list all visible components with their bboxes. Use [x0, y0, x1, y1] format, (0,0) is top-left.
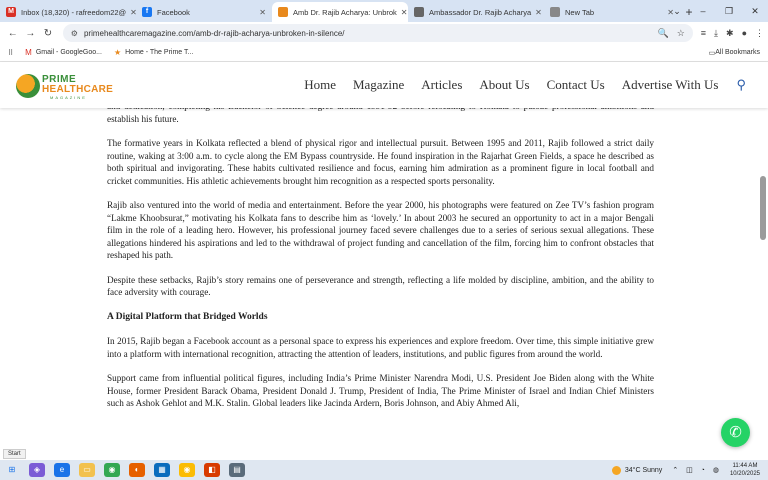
gmail-icon: M [6, 7, 16, 17]
edge-icon[interactable]: e [54, 463, 70, 477]
whatsapp-chat-button[interactable] [721, 418, 750, 447]
office-icon[interactable]: ◧ [204, 463, 220, 477]
nav-about-us[interactable]: About Us [479, 77, 530, 92]
page-scrollbar[interactable] [760, 108, 766, 460]
paragraph: The formative years in Kolkata reflected a blend of physical rigor and intellectual pursuit. Between 1995 and 2011, Rajib followed a strict daily routine, waking at 3:00 a.m. to cycle along the EM Bypass countryside. He found inspiration in the Rajarhat Green Fields, a space he described as both spiritual and invigorating. These habits cultivated resilience and focus, earning him admiration as a prominent figure in local football and cricket communities. His athletic achievements brought him recognition as a respected sports personality. [107, 138, 654, 186]
tab-title: Amb Dr. Rajib Acharya: Unbrok [293, 7, 397, 17]
bookmarks-bar [0, 44, 768, 62]
main-nav [287, 62, 746, 108]
bookmark-prime-home[interactable]: ★ Home - The Prime T... [113, 48, 194, 57]
menu-icon[interactable]: ⋮ [755, 27, 765, 38]
paragraph: Despite these setbacks, Rajib’s story remains one of perseverance and strength, reflecting a life molded by discipline, ambition, and the ability to face adversity with courage. [107, 274, 654, 297]
sun-icon [612, 466, 621, 475]
bookmark-star-icon[interactable]: ☆ [676, 27, 685, 38]
copilot-icon[interactable]: ◈ [29, 463, 45, 477]
logo-line2: HEALTHCARE [42, 84, 114, 95]
browser-tab[interactable] [408, 2, 544, 22]
close-tab-icon[interactable]: ✕ [259, 7, 266, 17]
logo-line3: MAGAZINE [50, 95, 87, 100]
apps-icon[interactable]: ⠿ [8, 49, 14, 57]
chrome-icon [550, 7, 560, 17]
extension-puzzle-icon[interactable]: ✱ [726, 27, 734, 38]
url-text: primehealthcaremagazine.com/amb-dr-rajib-acharya-unbroken-in-silence/ [83, 28, 345, 38]
paragraph: establish his future. [107, 113, 179, 124]
browser-tab[interactable] [544, 2, 680, 22]
article-body [0, 108, 768, 460]
close-tab-icon[interactable]: ✕ [130, 7, 137, 17]
clock[interactable] [730, 462, 760, 478]
gmail-icon: M [25, 48, 32, 57]
zoom-icon[interactable]: 🔍 [657, 27, 669, 38]
close-tab-icon[interactable]: ✕ [667, 7, 674, 17]
paragraph: Support came from influential political figures, including India’s Prime Minister Narendra Modi, U.S. President Joe Biden along with the White House, former President Barack Obama, President Donald J. Trump, President of India, The Prime Minister of Israel and Indian Chief Ministers such as Ashok Gehlot and M.K. Stalin. Global leaders like Jacinda Ardern, Boris Johnson, and Abiy Ahmed Ali, [107, 373, 654, 408]
logo-line1: PRIME [42, 74, 77, 85]
paragraph: Rajib also ventured into the world of media and entertainment. Before the year 2000, his photographs were featured on Zee TV’s fashion program “Lakme Khoobsurat,” motivating his Kolkata fans to describe him as ‘lovely.’ In about 2003 he secured an opportunity to act in a major Bengali film in the role of a leading hero. However, his professional journey faced severe challenges due to a series of serious sexual allegations. These allegations hindered his aspirations and led to the withdrawal of project funding and cancellation of the film, forcing him to confront obstacles that reshaped his path. [107, 200, 654, 260]
tab-title: Facebook [157, 7, 190, 17]
tab-search-icon[interactable]: ⌄ [673, 5, 681, 16]
bookmark-icon: ★ [113, 48, 122, 57]
store-icon[interactable]: ▦ [154, 463, 170, 477]
maximize-button[interactable]: ❐ [724, 5, 734, 16]
site-info-icon[interactable]: ⚙ [70, 28, 78, 38]
scrollbar-thumb[interactable] [760, 176, 766, 240]
folder-icon: ▭ [708, 49, 716, 57]
system-tray [612, 460, 760, 480]
browser-tab[interactable] [136, 2, 272, 22]
chrome-profile-icon[interactable]: ◉ [179, 463, 195, 477]
reload-button[interactable]: ↻ [43, 27, 53, 39]
logo-mark [16, 74, 40, 98]
nav-contact-us[interactable]: Contact Us [546, 77, 605, 92]
extensions-icon[interactable]: ≡ [700, 28, 707, 38]
tray-icons[interactable]: ⌃ ◫ ◔ ◍ [672, 467, 722, 474]
globe-icon [414, 7, 424, 17]
weather-widget[interactable]: 34°C Sunny [612, 466, 662, 475]
firefox-icon[interactable]: ◐ [129, 463, 145, 477]
site-header [0, 62, 768, 108]
nav-advertise[interactable]: Advertise With Us [621, 77, 719, 92]
clock-date: 10/20/2025 [729, 471, 760, 477]
chrome-icon[interactable]: ◉ [104, 463, 120, 477]
minimize-button[interactable]: – [700, 6, 706, 16]
paragraph: In 2015, Rajib began a Facebook account as a personal space to express his experiences and explore freedom. Over time, this simple initiative grew into a platform with international recognition, attracting the attention of leaders, institutions, and public figures from around the world. [107, 336, 654, 359]
close-window-button[interactable]: ✕ [751, 5, 759, 16]
address-bar[interactable] [63, 24, 693, 42]
browser-tab[interactable] [0, 2, 136, 22]
facebook-icon: f [142, 7, 152, 17]
file-explorer-icon[interactable]: ▭ [79, 463, 95, 477]
new-tab-button[interactable]: + [685, 5, 693, 19]
search-icon[interactable]: ⚲ [736, 77, 746, 92]
section-heading: A Digital Platform that Bridged Worlds [107, 311, 268, 322]
browser-toolbar [0, 22, 768, 44]
all-bookmarks-button[interactable]: ▭ All Bookmarks [708, 49, 760, 57]
site-icon [278, 7, 288, 17]
status-bubble: Start [3, 449, 26, 459]
article-content [107, 100, 654, 422]
bookmark-gmail[interactable]: M Gmail - GoogleGoo... [25, 48, 102, 57]
browser-tab[interactable] [272, 2, 408, 22]
tab-title: Ambassador Dr. Rajib Acharya [429, 7, 532, 17]
start-icon[interactable]: ⊞ [8, 465, 16, 474]
nav-magazine[interactable]: Magazine [352, 77, 405, 92]
nav-articles[interactable]: Articles [421, 77, 463, 92]
notepad-icon[interactable]: ▤ [229, 463, 245, 477]
browser-tab-bar [0, 0, 768, 22]
forward-button[interactable]: → [25, 27, 36, 39]
tab-title: New Tab [565, 7, 595, 17]
whatsapp-icon: ✆ [729, 424, 742, 441]
profile-avatar[interactable]: ● [741, 28, 748, 38]
back-button[interactable]: ← [7, 27, 18, 39]
window-controls [664, 0, 768, 22]
downloads-icon[interactable]: ⤓ [714, 27, 719, 38]
tab-title: Inbox (18,320) - rafreedom22@ [21, 7, 127, 17]
close-tab-icon[interactable]: ✕ [400, 7, 408, 17]
nav-home[interactable]: Home [304, 77, 336, 92]
close-tab-icon[interactable]: ✕ [535, 7, 542, 17]
clock-time: 11:44 AM [732, 463, 758, 469]
site-logo[interactable] [16, 72, 116, 100]
